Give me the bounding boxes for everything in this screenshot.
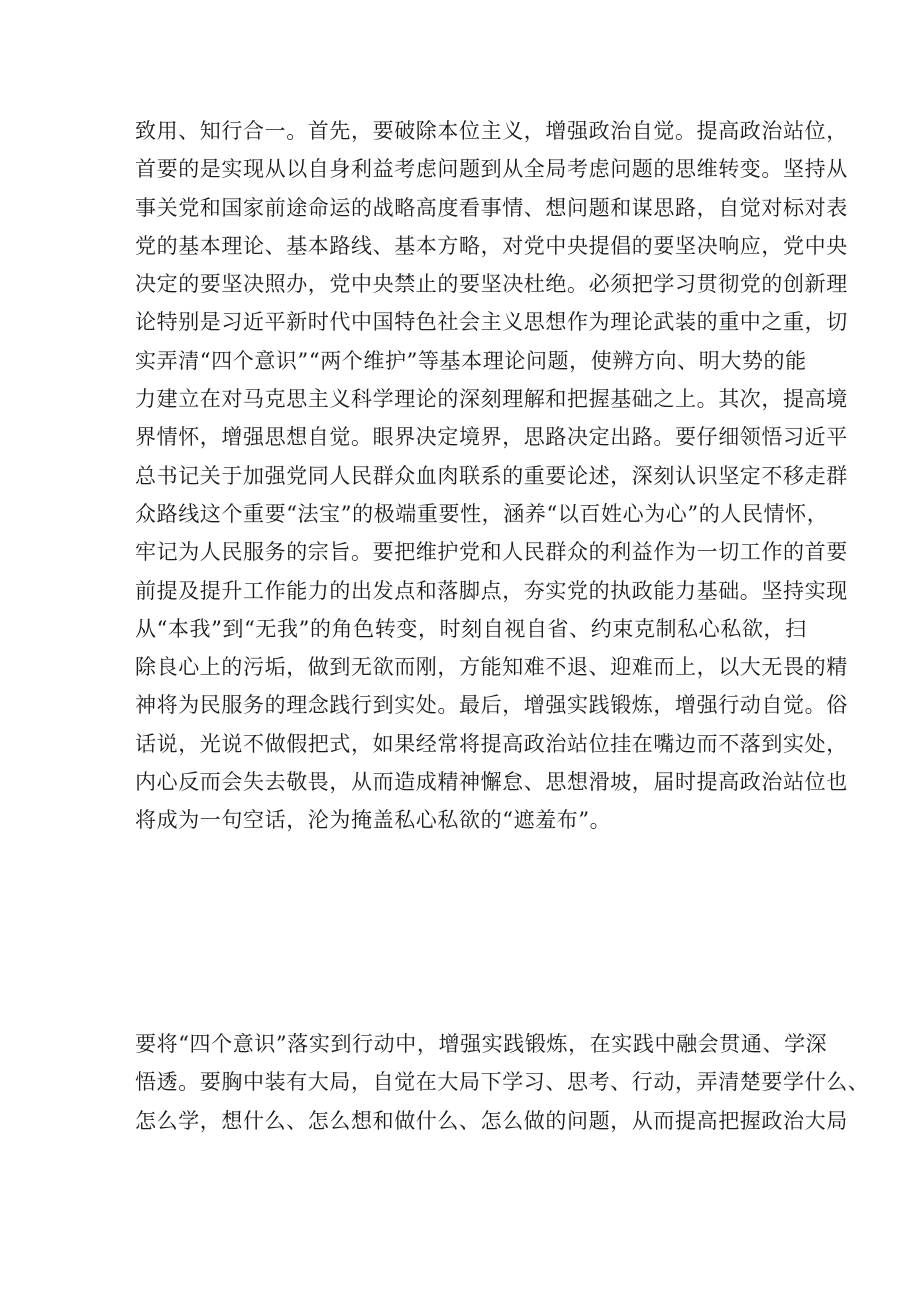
- paragraph-line: 众路线这个重要“法宝”的极端重要性，涵养“以百姓心为心”的人民情怀，: [135, 501, 829, 526]
- paragraph-line: 总书记关于加强党同人民群众血肉联系的重要论述，深刻认识坚定不移走群: [135, 463, 848, 488]
- paragraph-line: 要将“四个意识”落实到行动中，增强实践锻炼，在实践中融会贯通、学深: [135, 1032, 828, 1056]
- paragraph-1: [135, 112, 848, 840]
- paragraph-line: 力建立在对马克思主义科学理论的深刻理解和把握基础之上。其次，提高境: [135, 387, 848, 412]
- paragraph-line: 从“本我”到“无我”的角色转变，时刻自视自省、约束克制私心私欲，扫: [135, 616, 807, 641]
- paragraph-line: 前提及提升工作能力的出发点和落脚点，夯实党的执政能力基础。坚持实现: [135, 578, 848, 603]
- paragraph-2: [135, 1025, 870, 1140]
- paragraph-line: 首要的是实现从以自身利益考虑问题到从全局考虑问题的思维转变。坚持从: [135, 157, 848, 182]
- paragraph-line: 除良心上的污垢，做到无欲而刚，方能知难不退、迎难而上，以大无畏的精: [135, 655, 848, 680]
- paragraph-line: 话说，光说不做假把式，如果经常将提高政治站位挂在嘴边而不落到实处，: [135, 731, 848, 756]
- paragraph-line: 牢记为人民服务的宗旨。要把维护党和人民群众的利益作为一切工作的首要: [135, 540, 848, 565]
- paragraph-line: 内心反而会失去敬畏，从而造成精神懈怠、思想滑坡，届时提高政治站位也: [135, 770, 848, 795]
- paragraph-line: 党的基本理论、基本路线、基本方略，对党中央提倡的要坚决响应，党中央: [135, 233, 848, 258]
- paragraph-line: 决定的要坚决照办，党中央禁止的要坚决杜绝。必须把学习贯彻党的创新理: [135, 272, 848, 297]
- paragraph-line: 论特别是习近平新时代中国特色社会主义思想作为理论武装的重中之重，切: [135, 310, 848, 335]
- paragraph-line: 实弄清“四个意识”“两个维护”等基本理论问题，使辨方向、明大势的能: [135, 348, 807, 373]
- paragraph-line: 界情怀，增强思想自觉。眼界决定境界，思路决定出路。要仔细领悟习近平: [135, 425, 848, 450]
- paragraph-line: 将成为一句空话，沦为掩盖私心私欲的“遮羞布”。: [135, 808, 612, 833]
- paragraph-line: 事关党和国家前途命运的战略高度看事情、想问题和谋思路，自觉对标对表: [135, 195, 848, 220]
- paragraph-line: 神将为民服务的理念践行到实处。最后，增强实践锻炼，增强行动自觉。俗: [135, 693, 848, 718]
- paragraph-line: 悟透。要胸中装有大局，自觉在大局下学习、思考、行动，弄清楚要学什么、: [135, 1070, 870, 1095]
- paragraph-line: 怎么学，想什么、怎么想和做什么、怎么做的问题，从而提高把握政治大局: [135, 1108, 848, 1133]
- paragraph-line: 致用、知行合一。首先，要破除本位主义，增强政治自觉。提高政治站位，: [135, 119, 848, 143]
